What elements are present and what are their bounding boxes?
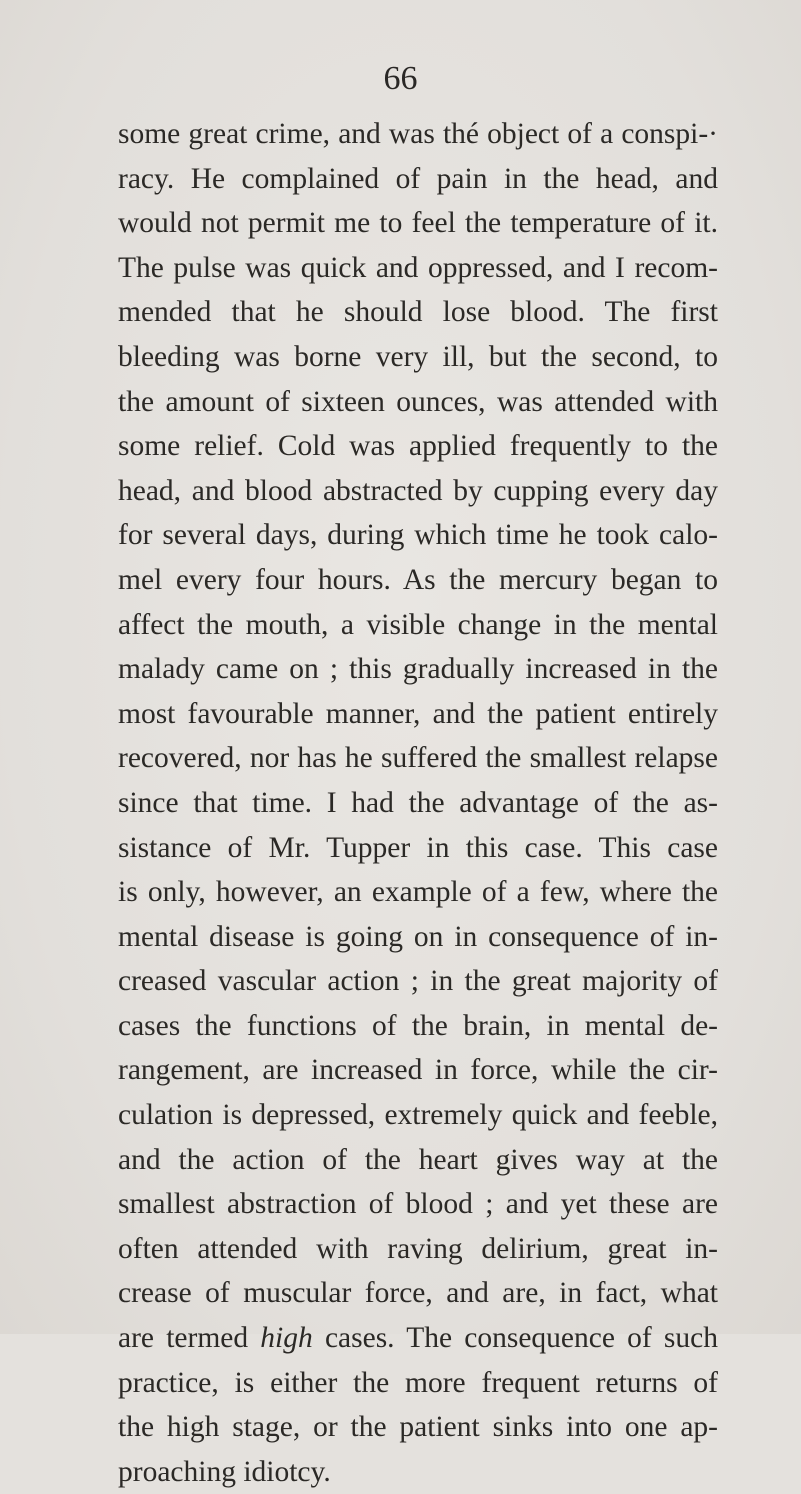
text-line: often attended with raving delirium, great in- [118, 1232, 718, 1265]
text-line: most favourable manner, and the patient entirely [118, 697, 718, 730]
text-line: cases the functions of the brain, in mental de- [118, 1009, 718, 1042]
text-line: recovered, nor has he suffered the smallest relapse [118, 742, 718, 775]
body-text [118, 112, 718, 1494]
text-line: mental disease is going on in consequence of in- [118, 920, 718, 953]
text-line: creased vascular action ; in the great majority of [118, 965, 718, 998]
text-line: and the action of the heart gives way at the [118, 1143, 718, 1176]
text-line: some relief. Cold was applied frequently to the [118, 430, 718, 463]
text-line: crease of muscular force, and are, in fact, what [118, 1277, 718, 1310]
text-line: are termed high cases. The consequence of such [118, 1322, 718, 1355]
emphasis-word: high [260, 1322, 313, 1355]
text-line: bleeding was borne very ill, but the second, to [118, 340, 718, 373]
text-line: culation is depressed, extremely quick and feeble, [118, 1099, 718, 1132]
text-line: some great crime, and was thé object of a conspi-· [118, 118, 718, 150]
text-line: the amount of sixteen ounces, was attended with [118, 385, 718, 418]
text-line: affect the mouth, a visible change in the mental [118, 608, 718, 641]
text-line: the high stage, or the patient sinks into one ap- [118, 1411, 718, 1444]
text-line: since that time. I had the advantage of the as- [118, 786, 718, 819]
text-line: rangement, are increased in force, while the cir- [118, 1054, 718, 1087]
text-line: would not permit me to feel the temperature of it. [118, 207, 718, 240]
text-line: sistance of Mr. Tupper in this case. This case [118, 831, 718, 864]
page-number: 66 [383, 60, 418, 97]
text-line: smallest abstraction of blood ; and yet these are [118, 1188, 718, 1221]
text-line: malady came on ; this gradually increased in the [118, 653, 718, 686]
text-line: is only, however, an example of a few, where the [118, 876, 718, 909]
text-line: proaching idiotcy. [118, 1455, 331, 1488]
text-line: The pulse was quick and oppressed, and I recom- [118, 251, 718, 284]
text-line: racy. He complained of pain in the head, and [118, 162, 718, 195]
text-line: practice, is either the more frequent returns of [118, 1366, 718, 1399]
text-line: for several days, during which time he took calo- [118, 519, 718, 552]
text-line: mended that he should lose blood. The first [118, 296, 718, 329]
text-line: mel every four hours. As the mercury began to [118, 563, 718, 596]
text-line: head, and blood abstracted by cupping every day [118, 474, 718, 507]
